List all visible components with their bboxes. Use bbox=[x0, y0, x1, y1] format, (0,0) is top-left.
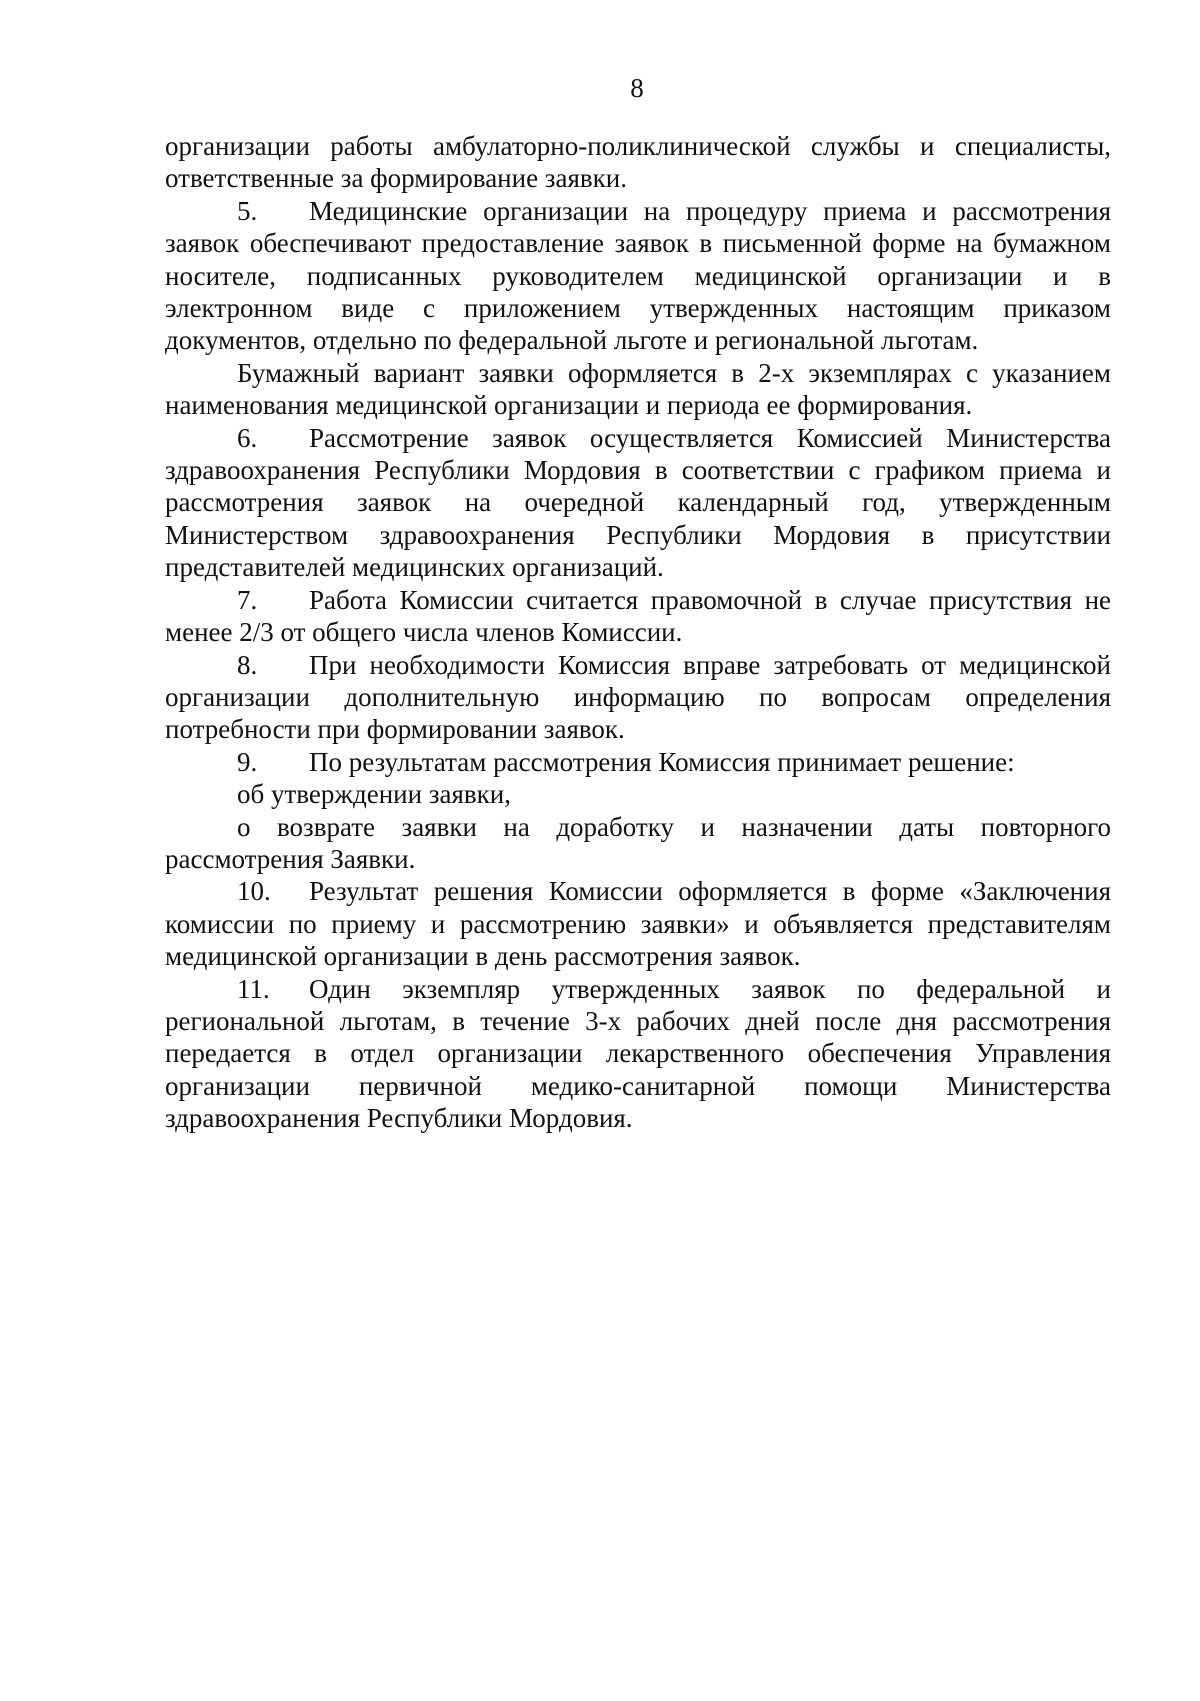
paragraph-text: организации работы амбулаторно-поликлинической службы и специалисты, ответственные за формирование заявки. bbox=[165, 131, 1111, 194]
paragraph-text: Результат решения Комиссии оформляется в форме «Заключения комиссии по приему и рассмотрению заявки» и объявляется представителям медицинской организации в день рассмотрения заявок. bbox=[165, 876, 1111, 972]
paragraph-item-8 bbox=[165, 649, 1111, 746]
paragraph-item-9 bbox=[165, 746, 1111, 778]
paragraph-decision-approve bbox=[165, 778, 1111, 810]
item-number: 8. bbox=[237, 649, 258, 680]
item-number: 5. bbox=[237, 195, 258, 226]
paragraph-item-5 bbox=[165, 195, 1111, 357]
paragraph-paper-copy bbox=[165, 357, 1111, 422]
paragraph-text: Рассмотрение заявок осуществляется Комиссией Министерства здравоохранения Республики Мордовия в соответствии с графиком приема и рассмотрения заявок на очередной календарный год, утвержденным Министерством здравоохранения Республики Мордовия в присутствии представителей медицинских организаций. bbox=[165, 422, 1111, 583]
paragraph-item-7 bbox=[165, 584, 1111, 649]
paragraph-continuation bbox=[165, 130, 1111, 195]
item-number: 7. bbox=[237, 584, 258, 615]
item-number: 9. bbox=[237, 746, 258, 777]
item-number: 10. bbox=[237, 876, 271, 907]
paragraph-text: Работа Комиссии считается правомочной в случае присутствия не менее 2/3 от общего числа членов Комиссии. bbox=[165, 584, 1111, 648]
paragraph-text: По результатам рассмотрения Комиссия принимает решение: bbox=[309, 746, 1015, 777]
paragraph-text: При необходимости Комиссия вправе затребовать от медицинской организации дополнительную информацию по вопросам определения потребности при формировании заявок. bbox=[165, 649, 1111, 745]
paragraph-item-10 bbox=[165, 875, 1111, 972]
item-number: 11. bbox=[237, 973, 270, 1004]
paragraph-text: Бумажный вариант заявки оформляется в 2-х экземплярах с указанием наименования медицинской организации и периода ее формирования. bbox=[165, 357, 1111, 421]
paragraph-decision-return bbox=[165, 811, 1111, 876]
paragraph-text: Медицинские организации на процедуру приема и рассмотрения заявок обеспечивают предоставление заявок в письменной форме на бумажном носителе, подписанных руководителем медицинской организации и в электронном виде с приложением утвержденных настоящим приказом документов, отдельно по федеральной льготе и региональной льготам. bbox=[165, 195, 1111, 356]
paragraph-item-11 bbox=[165, 973, 1111, 1135]
paragraph-text: о возврате заявки на доработку и назначении даты повторного рассмотрения Заявки. bbox=[165, 811, 1111, 874]
paragraph-item-6 bbox=[165, 422, 1111, 584]
item-number: 6. bbox=[237, 422, 258, 453]
document-body bbox=[165, 130, 1111, 1135]
paragraph-text: об утверждении заявки, bbox=[237, 779, 511, 810]
paragraph-text: Один экземпляр утвержденных заявок по федеральной и региональной льготам, в течение 3-х рабочих дней после дня рассмотрения передается в отдел организации лекарственного обеспечения Управления организации первичной медико-санитарной помощи Министерства здравоохранения Республики Мордовия. bbox=[165, 973, 1111, 1134]
page-number: 8 bbox=[630, 73, 644, 103]
